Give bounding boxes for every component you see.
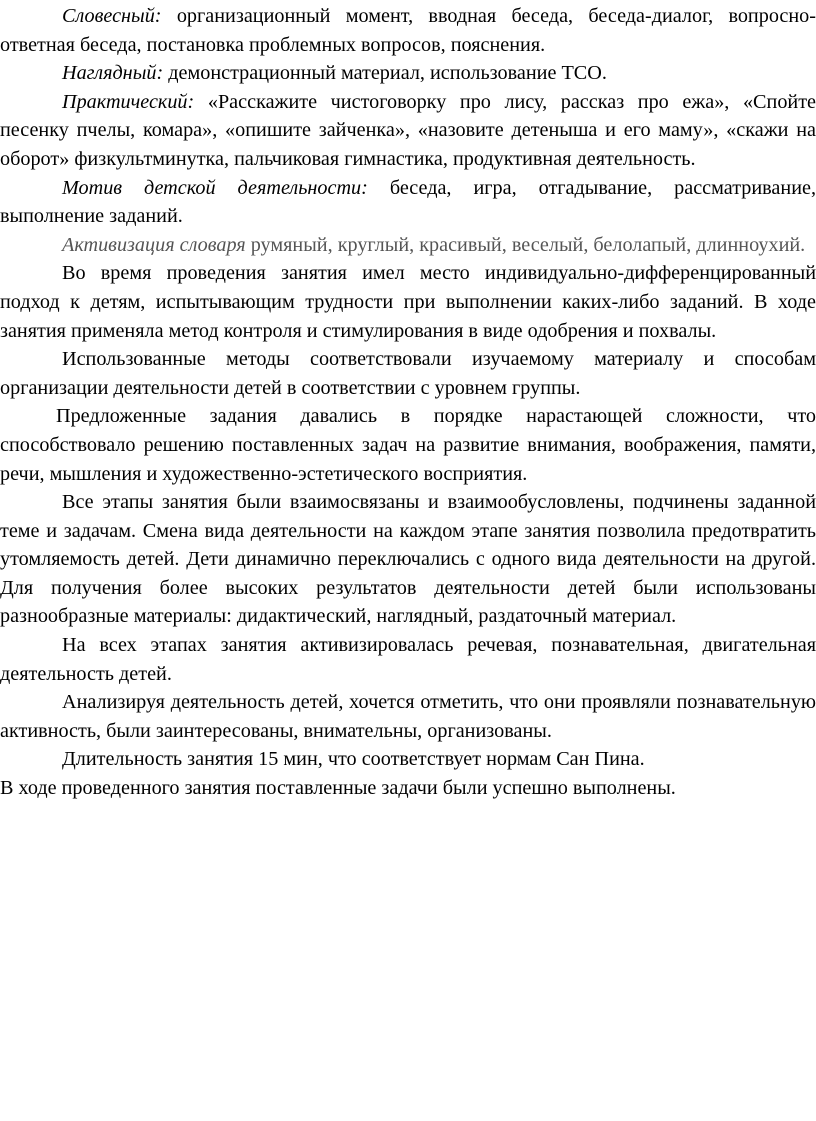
paragraph-activation: На всех этапах занятия активизировалась речевая, познавательная, двигательная деятельность детей.: [0, 634, 816, 685]
activity-motive-term: Мотив детской деятельности:: [62, 176, 368, 199]
method-verbal-term: Словесный:: [62, 5, 162, 27]
paragraph-children-analysis: Анализируя деятельность детей, хочется отметить, что они проявляли познавательную активность, были заинтересованы, внимательны, организованы.: [0, 691, 816, 742]
paragraph-individual-approach: Во время проведения занятия имел место индивидуально-дифференцированный подход к детям, испытывающим трудности при выполнении каких-либо заданий. В ходе занятия применяла метод контроля и стимулирования в виде одобрения и похвалы.: [0, 262, 816, 342]
vocabulary-activation-term: Активизация словаря: [62, 233, 246, 256]
vocabulary-activation-text: румяный, круглый, красивый, веселый, белолапый, длинноухий.: [245, 233, 806, 256]
paragraph-task-complexity: Предложенные задания давались в порядке нарастающей сложности, что способствовало решению поставленных задач на развитие внимания, воображения, памяти, речи, мышления и художественно-эстетического восприятия.: [0, 405, 816, 485]
paragraph-methods-match: Использованные методы соответствовали изучаемому материалу и способам организации деятельности детей в соответствии с уровнем группы.: [0, 348, 816, 399]
activity-motive-text: беседа, игра, отгадывание, рассматривание, выполнение заданий.: [0, 176, 816, 228]
paragraph-duration: Длительность занятия 15 мин, что соответствует нормам Сан Пина.: [62, 748, 645, 771]
method-verbal: [0, 2, 816, 59]
paragraph-stages: Все этапы занятия были взаимосвязаны и взаимообусловлены, подчинены заданной теме и задачам. Смена вида деятельности на каждом этапе занятия позволила предотвратить утомляемость детей. Дети динамично переключались с одного вида деятельности на другой. Для получения более высоких результатов деятельности детей были использованы разнообразные материалы: дидактический, наглядный, раздаточный материал.: [0, 491, 816, 628]
method-practical-term: Практический:: [62, 90, 195, 113]
method-practical-text: «Расскажите чистоговорку про лису, рассказ про ежа», «Спойте песенку пчелы, комара», «опишите зайченка», «назовите детеныша и его маму», «скажи на оборот» физкультминутка, пальчиковая гимнастика, продуктивная деятельность.: [0, 90, 816, 170]
paragraph-conclusion: В ходе проведенного занятия поставленные задачи были успешно выполнены.: [0, 777, 676, 800]
method-practical: [0, 88, 816, 174]
method-visual-text: демонстрационный материал, использование ТСО.: [163, 62, 607, 85]
activity-motive: [0, 174, 816, 231]
method-verbal-text: организационный момент, вводная беседа, беседа-диалог, вопросно-ответная беседа, постановка проблемных вопросов, пояснения.: [0, 5, 816, 56]
vocabulary-activation: [0, 231, 816, 260]
method-visual: [0, 59, 816, 88]
method-visual-term: Наглядный:: [62, 62, 164, 85]
